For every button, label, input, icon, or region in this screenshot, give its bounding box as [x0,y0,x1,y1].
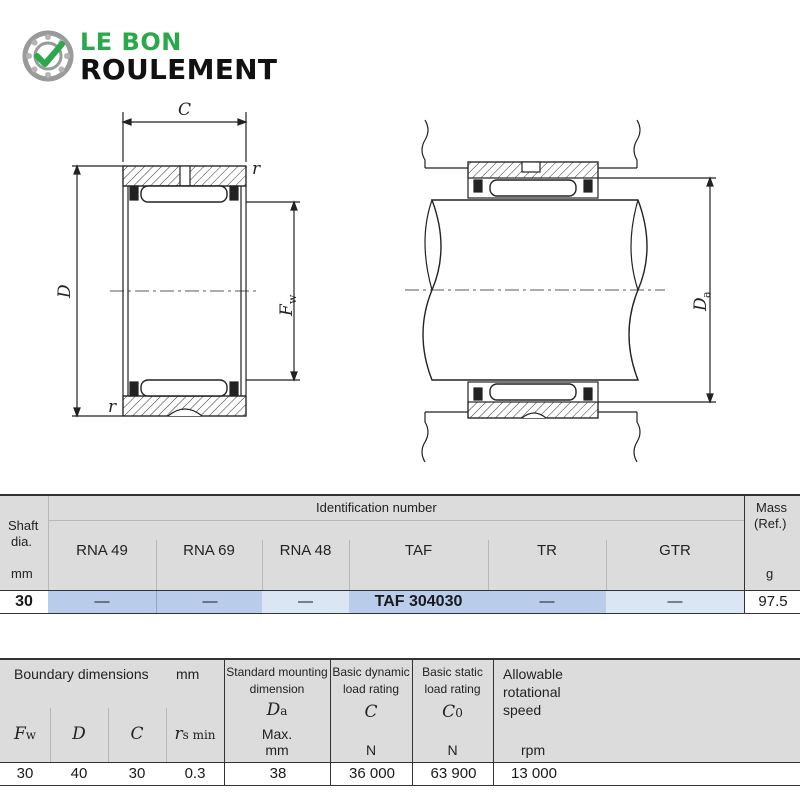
static-unit: N [447,742,458,758]
boundary-header: Boundary dimensions [14,666,149,682]
rna69-value: — [156,591,263,613]
shaft-value: 30 [15,593,33,610]
dim-label-r-bottom: r [108,397,117,417]
dim-label-d: D [55,284,75,298]
mass-unit: g [766,566,774,581]
static-header-1: Basic static [422,665,483,679]
dyn-header-1: Basic dynamic [332,665,410,679]
col-rna69: RNA 69 [183,542,235,559]
dimensions-table [0,658,800,786]
rna49-value: — [48,591,156,613]
col-d: D [72,724,86,744]
dim-label-da: D [691,297,711,311]
mount-header-2: dimension [249,682,305,696]
mounting-view [405,120,716,462]
col-c: C [130,724,144,744]
dim-label-c: C [178,100,192,120]
c0-value: 63 900 [412,763,494,785]
identification-table [0,494,800,614]
gtr-value: — [606,591,744,613]
c-value: 30 [128,765,146,782]
dim-label-fw: F [277,304,297,316]
c-dyn-value: 36 000 [330,763,413,785]
col-rna49: RNA 49 [76,542,128,559]
mass-value: 97.5 [744,591,800,613]
logo-wordmark [80,30,277,84]
shaft-header-1: Shaft [8,518,39,533]
table-row [0,590,800,614]
fw-value: 30 [16,765,34,782]
dyn-symbol: C [364,702,378,722]
col-fw: Fw [13,724,37,744]
dyn-unit: N [365,742,377,758]
mass-header-2: (Ref.) [754,516,787,531]
static-header-2: load rating [424,682,481,696]
speed-header-2: rotational [503,684,561,700]
col-r: rs min [174,724,216,744]
dim-label-fw-sub: w [286,294,299,304]
bearing-check-icon [22,30,74,82]
col-rna48: RNA 48 [279,542,332,559]
taf-value: TAF 304030 [349,591,488,613]
dim-label-da-sub: a [700,291,713,298]
speed-header-3: speed [503,702,542,718]
boundary-unit: mm [176,666,200,682]
da-value: 38 [224,763,331,785]
col-tr: TR [537,542,557,559]
identification-header: Identification number [316,500,437,515]
logo-line-1: LE BON [80,28,182,56]
speed-header-1: Allowable [503,666,563,682]
mass-header-1: Mass [756,500,788,515]
shaft-unit: mm [11,566,33,581]
bearing-technical-drawing [0,90,800,480]
logo-line-2: ROULEMENT [80,53,278,86]
mount-symbol: Da [266,700,288,720]
table-row [0,762,800,786]
col-gtr: GTR [659,542,691,559]
static-symbol: C0 [442,702,463,722]
mount-unit: mm [265,742,289,758]
d-value: 40 [70,765,88,782]
mount-max: Max. [261,726,293,742]
dim-label-r-top: r [252,159,261,179]
brand-logo [22,28,302,86]
speed-value: 13 000 [493,763,574,785]
bearing-section-view [72,112,300,416]
tr-value: — [488,591,606,613]
speed-unit: rpm [521,742,546,758]
col-taf: TAF [404,542,433,559]
rna48-value: — [262,591,349,613]
shaft-header-2: dia. [11,534,32,549]
r-value: 0.3 [184,765,206,782]
dyn-header-2: load rating [342,682,400,696]
mount-header-1: Standard mounting [226,665,328,679]
